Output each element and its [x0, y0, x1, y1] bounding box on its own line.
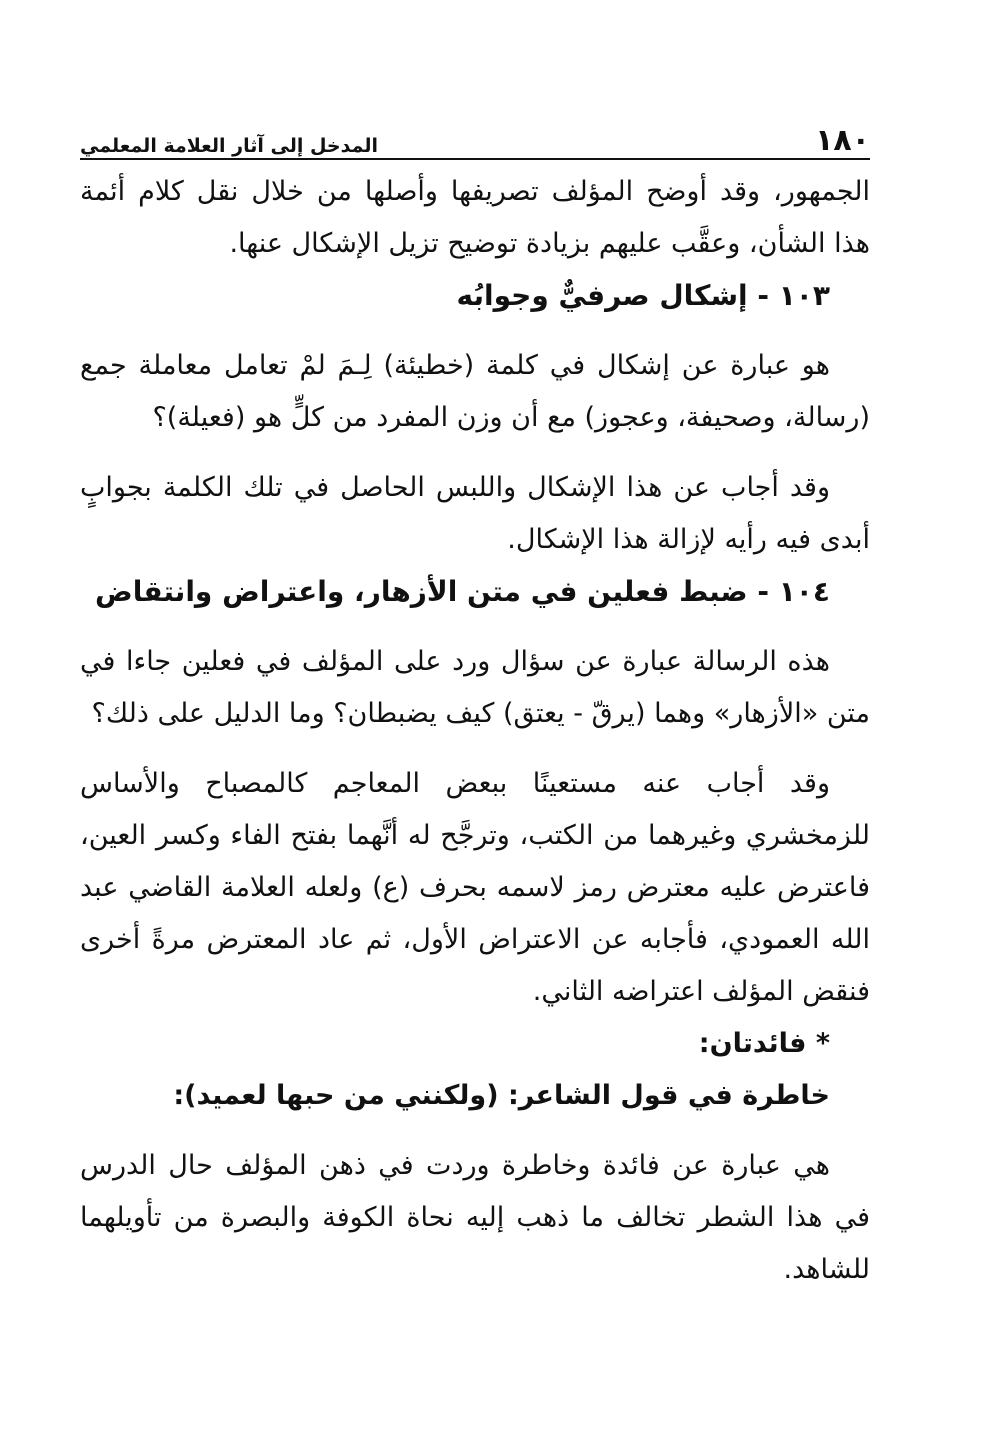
khatira-heading: خاطرة في قول الشاعر: (ولكنني من حبها لعميد): — [173, 1080, 830, 1111]
page-number: ١٨٠ — [815, 123, 870, 158]
paragraph-continuation: الجمهور، وقد أوضح المؤلف تصريفها وأصلها من خلال نقل كلام أئمة هذا الشأن، وعقَّب عليهم بزيادة توضيح تزيل الإشكال عنها. — [80, 176, 870, 259]
paragraph-104-question: هذه الرسالة عبارة عن سؤال ورد على المؤلف في فعلين جاءا في متن «الأزهار» وهما (يرقّ - يعتق) كيف يضبطان؟ وما الدليل على ذلك؟ — [80, 646, 870, 729]
paragraph-khatira: هي عبارة عن فائدة وخاطرة وردت في ذهن المؤلف حال الدرس في هذا الشطر تخالف ما ذهب إليه نحاة الكوفة والبصرة من تأويلهما للشاهد. — [80, 1150, 870, 1285]
section-heading-104: ١٠٤ - ضبط فعلين في متن الأزهار، واعتراض وانتقاض — [95, 575, 830, 608]
fawaid-heading: * فائدتان: — [698, 1028, 830, 1059]
paragraph-104-answer: وقد أجاب عنه مستعينًا ببعض المعاجم كالمصباح والأساس للزمخشري وغيرهما من الكتب، وترجَّح له أنَّهما بفتح الفاء وكسر العين، فاعترض عليه معترض رمز لاسمه بحرف (ع) ولعله العلامة القاضي عبد الله العمودي، فأجابه عن الاعتراض الأول، ثم عاد المعترض مرةً أخرى فنقض المؤلف اعتراضه الثاني. — [80, 768, 870, 1007]
paragraph-103-answer: وقد أجاب عن هذا الإشكال واللبس الحاصل في تلك الكلمة بجوابٍ أبدى فيه رأيه لإزالة هذا الإشكال. — [80, 472, 870, 555]
book-title: المدخل إلى آثار العلامة المعلمي — [80, 135, 378, 157]
section-heading-103: ١٠٣ - إشكال صرفيٌّ وجوابُه — [456, 279, 830, 312]
book-page — [80, 120, 870, 1296]
running-header — [80, 120, 870, 160]
paragraph-103-question: هو عبارة عن إشكال في كلمة (خطيئة) لِـمَ لمْ تعامل معاملة جمع (رسالة، وصحيفة، وعجوز) مع أن وزن المفرد من كلٍّ هو (فعيلة)؟ — [80, 350, 870, 433]
